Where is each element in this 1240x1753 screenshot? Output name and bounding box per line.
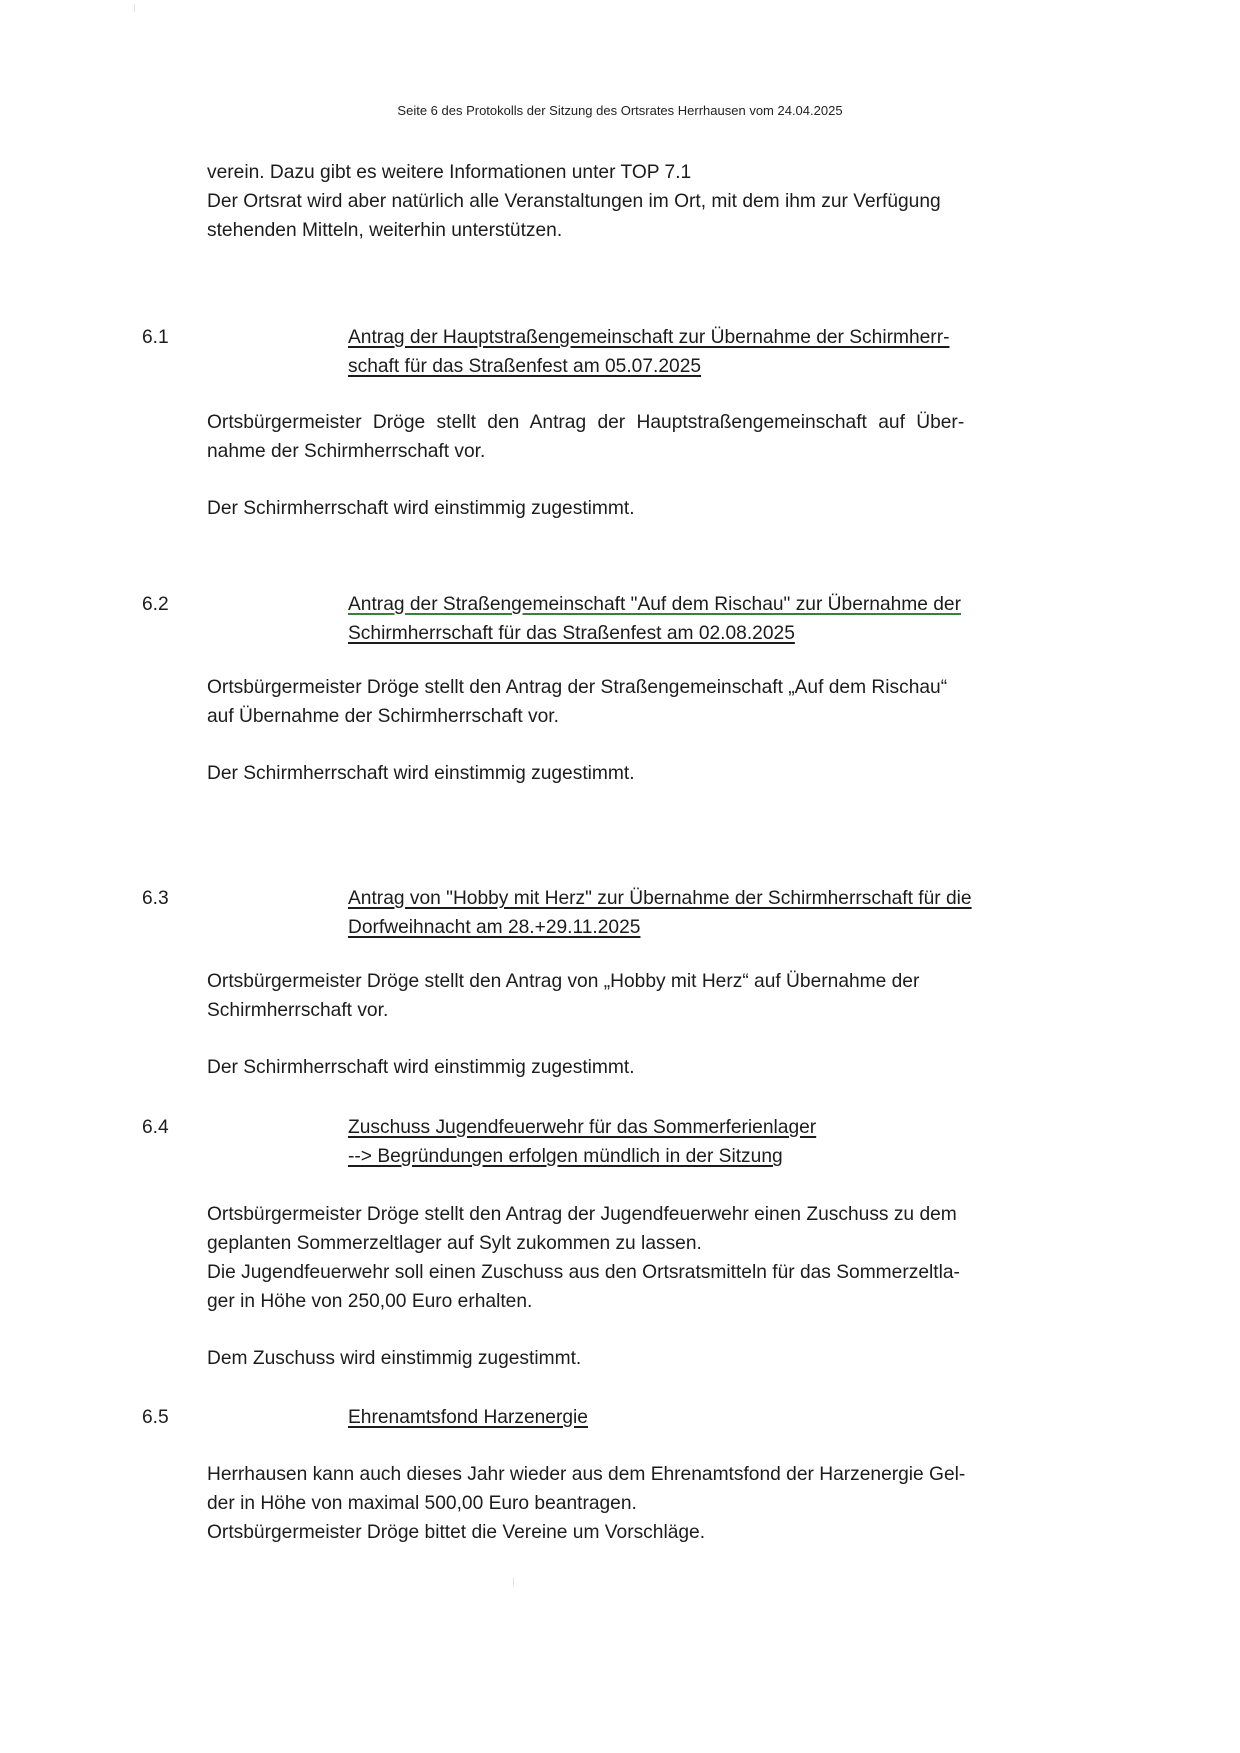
item-title	[348, 884, 972, 942]
item-title-line: Schirmherrschaft für das Straßenfest am 02.08.2025	[348, 623, 795, 644]
item-body-line: nahme der Schirmherrschaft vor.	[207, 441, 486, 462]
item-body-line: Schirmherrschaft vor.	[207, 1000, 389, 1021]
item-decision: Der Schirmherrschaft wird einstimmig zugestimmt.	[207, 498, 635, 519]
item-title	[348, 323, 949, 381]
item-body-line: Ortsbürgermeister Dröge stellt den Antrag von „Hobby mit Herz“ auf Übernahme der	[207, 971, 920, 992]
item-title	[348, 590, 961, 648]
item-title-line: Zuschuss Jugendfeuerwehr für das Sommerferienlager	[348, 1117, 817, 1138]
item-body-line: geplanten Sommerzeltlager auf Sylt zukommen zu lassen.	[207, 1233, 702, 1254]
item-body-line: Ortsbürgermeister Dröge bittet die Vereine um Vorschläge.	[207, 1522, 706, 1543]
intro-line: stehenden Mitteln, weiterhin unterstützen.	[207, 220, 563, 241]
item-body	[207, 967, 1077, 1025]
item-decision: Dem Zuschuss wird einstimmig zugestimmt.	[207, 1348, 582, 1369]
item-body	[207, 408, 1077, 466]
item-decision: Der Schirmherrschaft wird einstimmig zugestimmt.	[207, 763, 635, 784]
item-title-line: Antrag der Hauptstraßengemeinschaft zur Übernahme der Schirmherr-	[348, 327, 950, 348]
item-title-line: schaft für das Straßenfest am 05.07.2025	[348, 356, 702, 377]
intro-paragraph	[207, 158, 1077, 245]
item-body-line: Ortsbürgermeister Dröge stellt den Antrag der Hauptstraßengemeinschaft auf Über-	[207, 412, 965, 433]
item-title-line: --> Begründungen erfolgen mündlich in der Sitzung	[348, 1146, 783, 1167]
item-title-line: Ehrenamtsfond Harzenergie	[348, 1407, 588, 1428]
item-body-line: ger in Höhe von 250,00 Euro erhalten.	[207, 1291, 533, 1312]
item-body	[207, 673, 1077, 731]
item-title-line: Antrag von "Hobby mit Herz" zur Übernahme der Schirmherrschaft für die	[348, 888, 972, 909]
item-title-line: Dorfweihnacht am 28.+29.11.2025	[348, 917, 641, 938]
item-body-line: auf Übernahme der Schirmherrschaft vor.	[207, 706, 559, 727]
item-decision: Der Schirmherrschaft wird einstimmig zugestimmt.	[207, 1057, 635, 1078]
item-body-line: Die Jugendfeuerwehr soll einen Zuschuss aus den Ortsratsmitteln für das Sommerzeltla-	[207, 1262, 960, 1283]
page-header: Seite 6 des Protokolls der Sitzung des Ortsrates Herrhausen vom 24.04.2025	[397, 103, 843, 118]
scan-artifact	[513, 1578, 514, 1586]
item-title-line: Antrag der Straßengemeinschaft "Auf dem Rischau" zur Übernahme der	[348, 594, 961, 615]
item-number: 6.2	[142, 594, 169, 615]
item-number: 6.5	[142, 1407, 169, 1428]
item-number: 6.4	[142, 1117, 169, 1138]
item-body-line: Ortsbürgermeister Dröge stellt den Antrag der Straßengemeinschaft „Auf dem Rischau“	[207, 677, 948, 698]
item-body-line: Ortsbürgermeister Dröge stellt den Antrag der Jugendfeuerwehr einen Zuschuss zu dem	[207, 1204, 957, 1225]
intro-line: verein. Dazu gibt es weitere Informationen unter TOP 7.1	[207, 162, 692, 183]
item-title	[348, 1113, 816, 1171]
item-body	[207, 1200, 1077, 1316]
scan-artifact	[134, 4, 135, 12]
item-title	[348, 1403, 588, 1432]
item-body-line: Herrhausen kann auch dieses Jahr wieder aus dem Ehrenamtsfond der Harzenergie Gel-	[207, 1464, 966, 1485]
item-body-line: der in Höhe von maximal 500,00 Euro beantragen.	[207, 1493, 637, 1514]
intro-line: Der Ortsrat wird aber natürlich alle Veranstaltungen im Ort, mit dem ihm zur Verfügung	[207, 191, 941, 212]
item-number: 6.3	[142, 888, 169, 909]
item-body	[207, 1460, 1077, 1547]
item-number: 6.1	[142, 327, 169, 348]
